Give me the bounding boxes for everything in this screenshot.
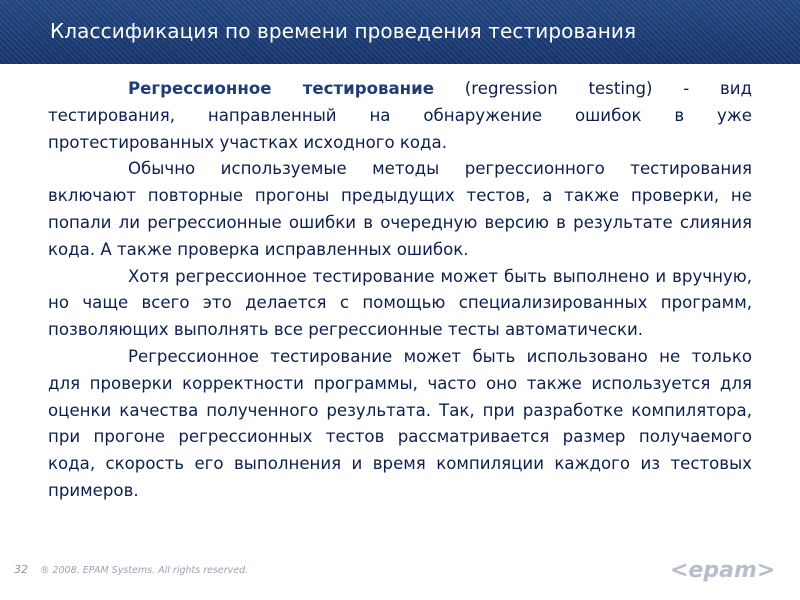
paragraph-automation: Хотя регрессионное тестирование может быть выполнено и вручную, но чаще всего это делается с помощью специализированных программ, позволяющих выполнять все регрессионные тесты автоматически. [48, 266, 752, 340]
logo-text: <epam> [670, 558, 776, 583]
paragraph-methods: Обычно используемые методы регрессионного тестирования включают повторные прогоны предыдущих тестов, а также проверки, не попали ли регрессионные ошибки в очередную версию в результате слияния кода. А также проверка исправленных ошибок. [48, 159, 752, 259]
header-band [0, 0, 800, 64]
copyright-notice: ® 2008. EPAM Systems. All rights reserved. [40, 565, 249, 576]
slide-title: Классификация по времени проведения тестирования [50, 19, 637, 43]
slide-body [48, 76, 752, 505]
paragraph-quality: Регрессионное тестирование может быть использовано не только для проверки корректности программы, часто оно также используется для оценки качества полученного результата. Так, при разработке компилятора, при прогоне регрессионных тестов рассматривается размер получаемого кода, скорость его выполнения и время компиляции каждого из тестовых примеров. [48, 346, 752, 500]
term-regression-testing: Регрессионное тестирование [128, 79, 435, 98]
page-number: 32 [14, 563, 28, 576]
epam-logo [668, 556, 776, 584]
definition-text: (regression testing) - вид тестирования, направленный на обнаружение ошибок в уже протестированных участках исходного кода. [48, 79, 752, 152]
paragraph-regression-definition [48, 76, 752, 156]
